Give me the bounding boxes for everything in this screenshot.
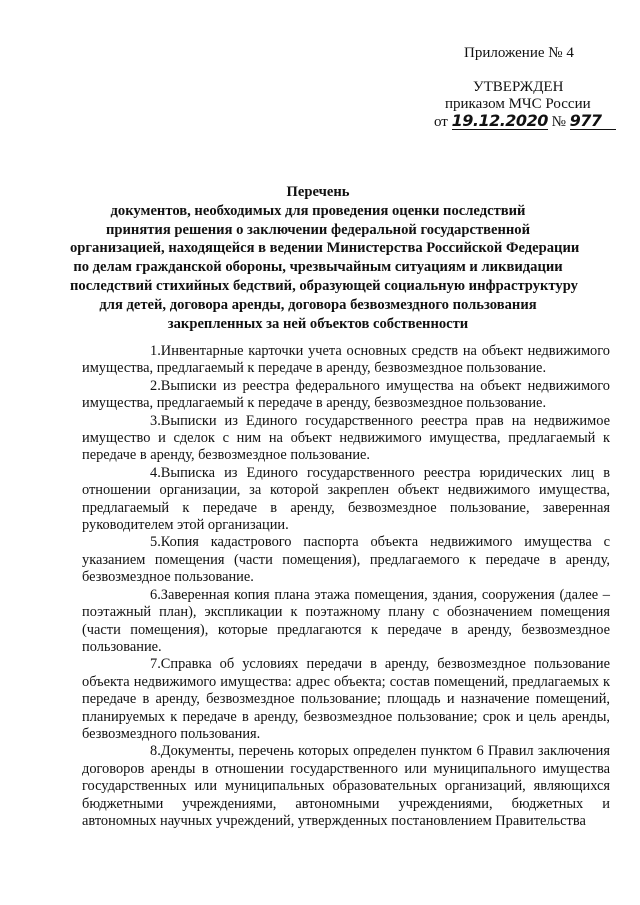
item-number: 7. bbox=[150, 656, 161, 673]
order-date-line bbox=[434, 113, 616, 131]
item-text: Справка об условиях передачи в аренду, безвозмездное пользование объекта недвижимого имущества: адрес объекта; состав помещений, предлагаемых к передаче в аренду, безвозмездное пользование; площадь и назначение помещений, планируемых к передаче в аренду, безвозмездное пользование; срок и цель аренды, безвозмездного пользования. bbox=[82, 656, 610, 742]
date-prefix: от bbox=[434, 114, 448, 130]
item-text: Документы, перечень которых определен пунктом 6 Правил заключения договоров аренды в отношении государственного или муниципального имущества государственных или муниципальных образовательных организаций, являющихся бюджетными учреждениями, автономными учреждениями, бюджетных и автономных научных учреждений, утвержденных постановлением Правительства bbox=[82, 743, 610, 829]
item-number: 5. bbox=[150, 534, 161, 551]
list-item bbox=[82, 656, 610, 743]
title-line: последствий стихийных бедствий, образующей социальную инфраструктуру bbox=[70, 277, 578, 294]
item-text: Инвентарные карточки учета основных средств на объект недвижимого имущества, предлагаемый к передаче в аренду, безвозмездное пользование. bbox=[82, 343, 610, 377]
list-item bbox=[82, 587, 610, 657]
title-line: закрепленных за ней объектов собственности bbox=[167, 315, 469, 332]
item-number: 4. bbox=[150, 464, 161, 481]
title-heading: Перечень bbox=[286, 184, 350, 200]
list-item bbox=[82, 413, 610, 465]
list-item bbox=[82, 743, 610, 830]
handwritten-date: 19.12.2020 bbox=[451, 111, 548, 130]
item-text: Заверенная копия плана этажа помещения, здания, сооружения (далее – поэтажный план), экспликации к поэтажному плану с обозначением помещения (части помещения), которые предлагаются к передаче в аренду, безвозмездное пользование. bbox=[82, 586, 610, 655]
order-by-label: приказом МЧС России bbox=[445, 96, 591, 112]
item-number: 8. bbox=[150, 743, 161, 760]
item-number: 2. bbox=[150, 377, 161, 394]
item-text: Выписки из Единого государственного реестра прав на недвижимое имущество и сделок с ним на объект недвижимого имущества, предлагаемый к передаче в аренду, безвозмездное пользование. bbox=[82, 412, 610, 464]
title-line: принятия решения о заключении федеральной государственной bbox=[106, 221, 530, 238]
item-text: Выписка из Единого государственного реестра юридических лиц в отношении организации, за которой закреплен объект недвижимого имущества, предлагаемый к передаче в аренду, безвозмездное пользование, заверенная руководителем этой организации. bbox=[82, 464, 610, 534]
item-text: Копия кадастрового паспорта объекта недвижимого имущества с указанием помещения (части помещения), предлагаемого к передаче в аренду, безвозмездное пользование. bbox=[82, 534, 610, 586]
title-line: документов, необходимых для проведения оценки последствий bbox=[110, 202, 526, 219]
handwritten-number: 977 bbox=[570, 113, 616, 130]
title-line: по делам гражданской обороны, чрезвычайным ситуациям и ликвидации bbox=[73, 259, 563, 276]
approved-label: УТВЕРЖДЕН bbox=[473, 79, 564, 95]
item-number: 3. bbox=[150, 412, 161, 429]
document-body bbox=[82, 343, 610, 830]
list-item bbox=[82, 343, 610, 378]
item-number: 1. bbox=[150, 343, 161, 359]
list-item bbox=[82, 378, 610, 413]
number-prefix: № bbox=[551, 114, 566, 130]
list-item bbox=[82, 465, 610, 535]
title-line: организацией, находящейся в ведении Министерства Российской Федерации bbox=[70, 240, 580, 257]
item-text: Выписки из реестра федерального имущества на объект недвижимого имущества, предлагаемый к передаче в аренду, безвозмездное пользование. bbox=[82, 377, 610, 412]
title-line: для детей, договора аренды, договора безвозмездного пользования bbox=[99, 296, 537, 313]
item-number: 6. bbox=[150, 586, 161, 603]
list-item bbox=[82, 534, 610, 586]
document-title bbox=[70, 183, 580, 333]
appendix-label: Приложение № 4 bbox=[464, 45, 574, 61]
